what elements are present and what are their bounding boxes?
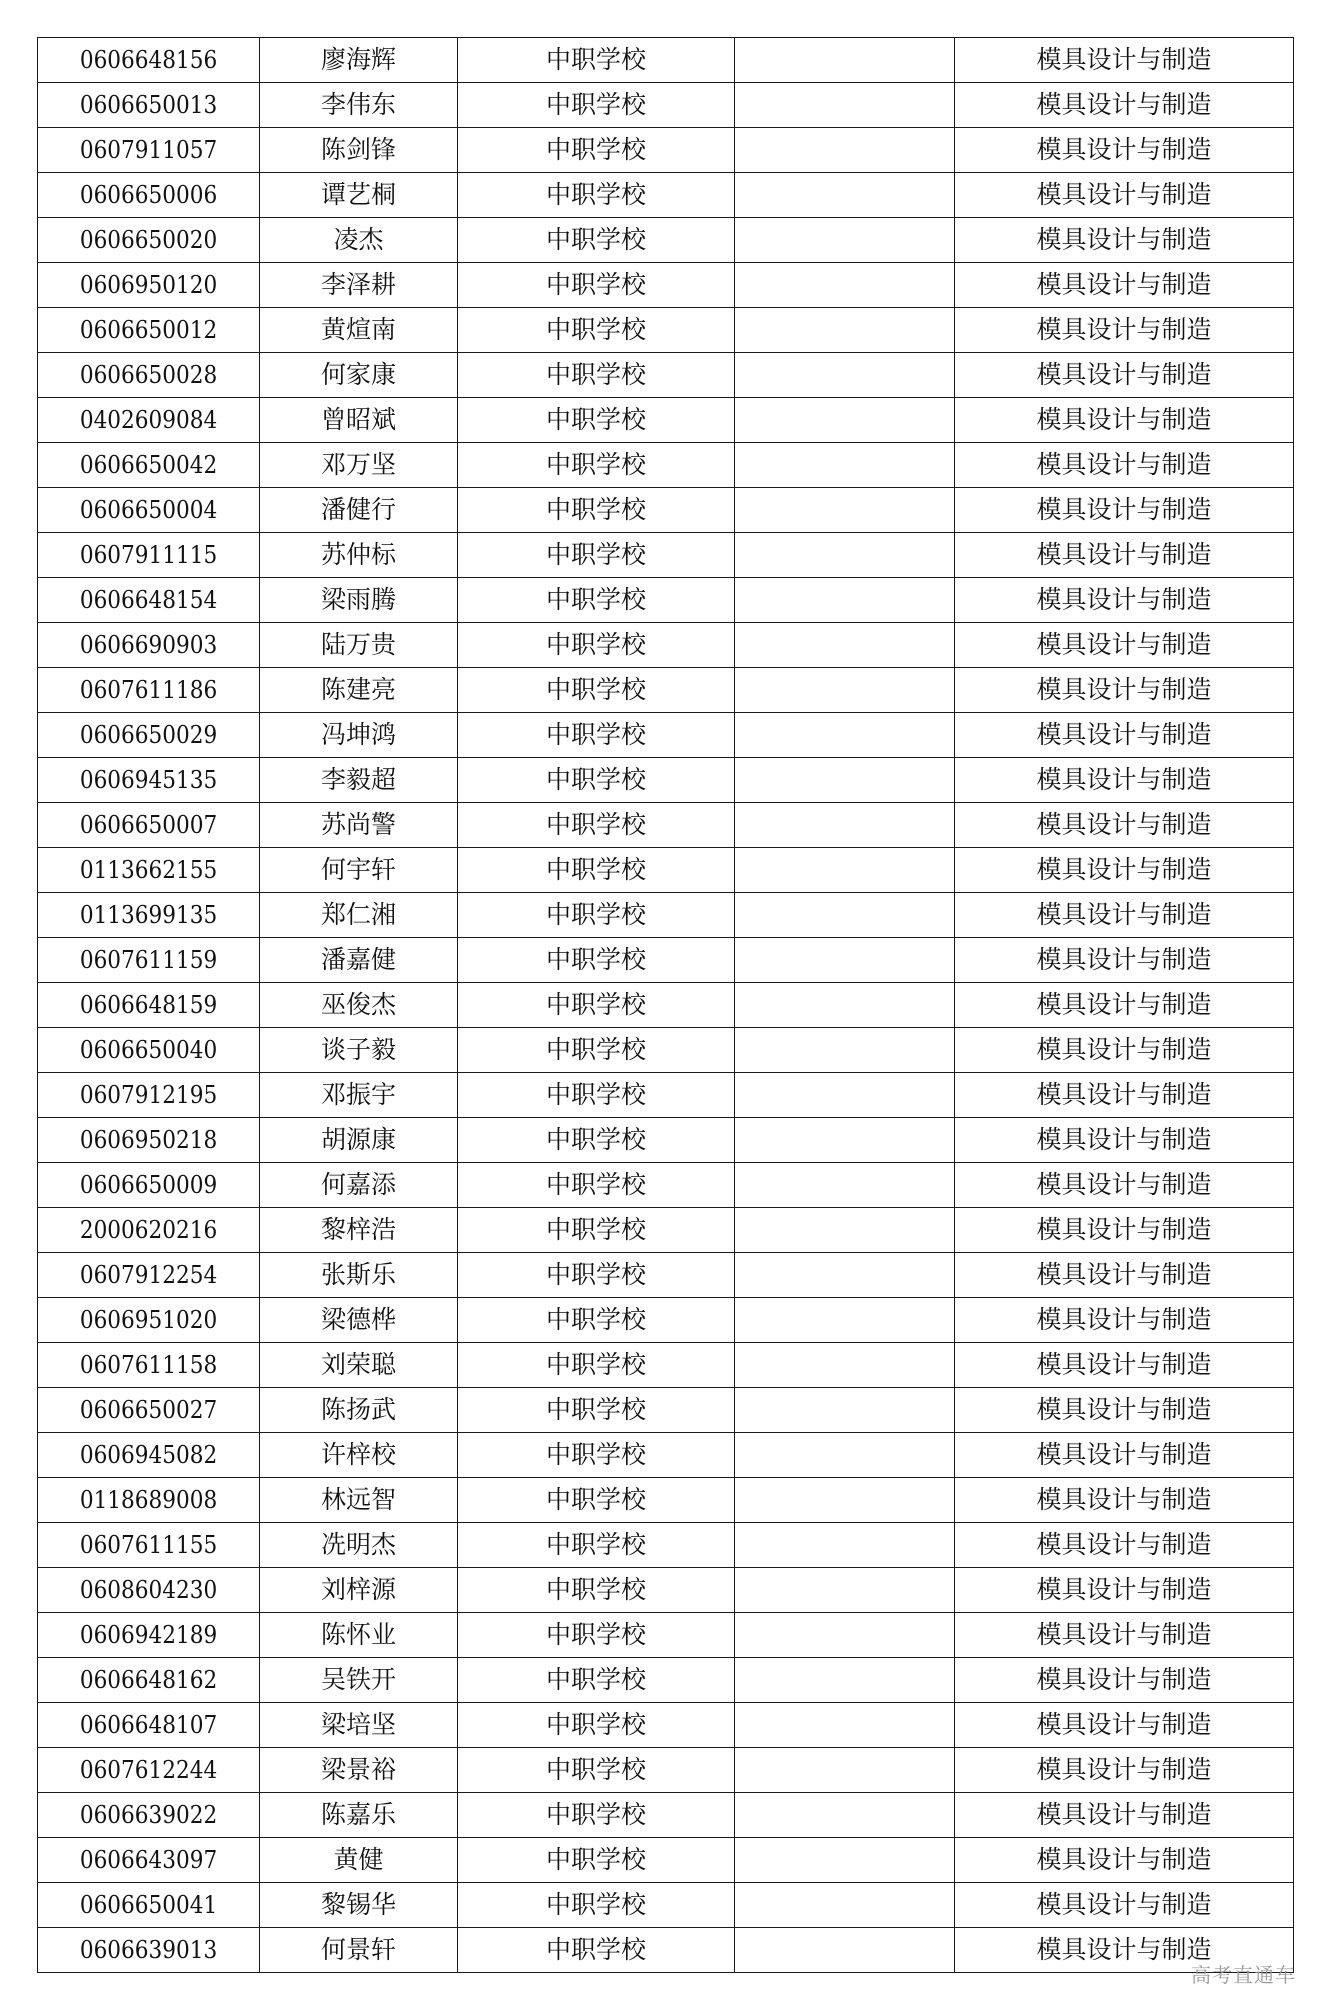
blank-cell xyxy=(735,1613,955,1658)
table-row xyxy=(38,443,1294,488)
blank-cell xyxy=(735,1568,955,1613)
table-row xyxy=(38,353,1294,398)
student-id-cell: 0606650013 xyxy=(38,83,260,128)
blank-cell xyxy=(735,173,955,218)
student-id-cell: 0113699135 xyxy=(38,893,260,938)
blank-cell xyxy=(735,578,955,623)
student-id-cell: 0113662155 xyxy=(38,848,260,893)
table-row xyxy=(38,578,1294,623)
student-name-cell: 潘嘉健 xyxy=(260,938,458,983)
blank-cell xyxy=(735,1928,955,1973)
school-type-cell: 中职学校 xyxy=(458,623,735,668)
major-cell: 模具设计与制造 xyxy=(955,353,1294,398)
table-row xyxy=(38,1613,1294,1658)
watermark-text: 高考直通车 xyxy=(1191,1963,1296,1987)
student-name-cell: 何宇轩 xyxy=(260,848,458,893)
school-type-cell: 中职学校 xyxy=(458,1883,735,1928)
student-id-cell: 0607912254 xyxy=(38,1253,260,1298)
blank-cell xyxy=(735,758,955,803)
blank-cell xyxy=(735,353,955,398)
blank-cell xyxy=(735,848,955,893)
student-name-cell: 陈建亮 xyxy=(260,668,458,713)
blank-cell xyxy=(735,38,955,83)
student-name-cell: 郑仁湘 xyxy=(260,893,458,938)
school-type-cell: 中职学校 xyxy=(458,1433,735,1478)
major-cell: 模具设计与制造 xyxy=(955,668,1294,713)
student-name-cell: 陈扬武 xyxy=(260,1388,458,1433)
blank-cell xyxy=(735,1748,955,1793)
major-cell: 模具设计与制造 xyxy=(955,308,1294,353)
table-row xyxy=(38,1208,1294,1253)
major-cell: 模具设计与制造 xyxy=(955,1163,1294,1208)
blank-cell xyxy=(735,668,955,713)
blank-cell xyxy=(735,893,955,938)
school-type-cell: 中职学校 xyxy=(458,173,735,218)
major-cell: 模具设计与制造 xyxy=(955,1073,1294,1118)
table-row xyxy=(38,1433,1294,1478)
student-name-cell: 梁景裕 xyxy=(260,1748,458,1793)
table-row xyxy=(38,803,1294,848)
table-row xyxy=(38,533,1294,578)
school-type-cell: 中职学校 xyxy=(458,1298,735,1343)
major-cell: 模具设计与制造 xyxy=(955,1838,1294,1883)
table-row xyxy=(38,1343,1294,1388)
major-cell: 模具设计与制造 xyxy=(955,398,1294,443)
student-name-cell: 李泽耕 xyxy=(260,263,458,308)
table-row xyxy=(38,1703,1294,1748)
student-id-cell: 0606648156 xyxy=(38,38,260,83)
school-type-cell: 中职学校 xyxy=(458,1703,735,1748)
school-type-cell: 中职学校 xyxy=(458,308,735,353)
major-cell: 模具设计与制造 xyxy=(955,83,1294,128)
student-id-cell: 0118689008 xyxy=(38,1478,260,1523)
blank-cell xyxy=(735,1118,955,1163)
school-type-cell: 中职学校 xyxy=(458,1163,735,1208)
table-row xyxy=(38,173,1294,218)
major-cell: 模具设计与制造 xyxy=(955,893,1294,938)
student-name-cell: 陆万贵 xyxy=(260,623,458,668)
school-type-cell: 中职学校 xyxy=(458,443,735,488)
student-id-cell: 0606650007 xyxy=(38,803,260,848)
blank-cell xyxy=(735,263,955,308)
student-id-cell: 0607612244 xyxy=(38,1748,260,1793)
student-id-cell: 0606650042 xyxy=(38,443,260,488)
student-name-cell: 凌杰 xyxy=(260,218,458,263)
blank-cell xyxy=(735,1073,955,1118)
student-id-cell: 0606648159 xyxy=(38,983,260,1028)
blank-cell xyxy=(735,1883,955,1928)
student-id-cell: 0606951020 xyxy=(38,1298,260,1343)
student-name-cell: 梁雨腾 xyxy=(260,578,458,623)
student-id-cell: 0606942189 xyxy=(38,1613,260,1658)
school-type-cell: 中职学校 xyxy=(458,1253,735,1298)
student-id-cell: 0606650012 xyxy=(38,308,260,353)
major-cell: 模具设计与制造 xyxy=(955,1748,1294,1793)
student-id-cell: 0607911057 xyxy=(38,128,260,173)
blank-cell xyxy=(735,1523,955,1568)
table-row xyxy=(38,488,1294,533)
student-id-cell: 2000620216 xyxy=(38,1208,260,1253)
table-row xyxy=(38,1298,1294,1343)
student-name-cell: 廖海辉 xyxy=(260,38,458,83)
school-type-cell: 中职学校 xyxy=(458,713,735,758)
school-type-cell: 中职学校 xyxy=(458,1478,735,1523)
student-id-cell: 0402609084 xyxy=(38,398,260,443)
school-type-cell: 中职学校 xyxy=(458,38,735,83)
blank-cell xyxy=(735,1478,955,1523)
student-id-cell: 0606650006 xyxy=(38,173,260,218)
major-cell: 模具设计与制造 xyxy=(955,488,1294,533)
school-type-cell: 中职学校 xyxy=(458,1073,735,1118)
major-cell: 模具设计与制造 xyxy=(955,938,1294,983)
table-row xyxy=(38,848,1294,893)
major-cell: 模具设计与制造 xyxy=(955,1208,1294,1253)
student-id-cell: 0606650040 xyxy=(38,1028,260,1073)
school-type-cell: 中职学校 xyxy=(458,938,735,983)
table-row xyxy=(38,1883,1294,1928)
school-type-cell: 中职学校 xyxy=(458,758,735,803)
blank-cell xyxy=(735,1388,955,1433)
major-cell: 模具设计与制造 xyxy=(955,443,1294,488)
student-id-cell: 0607911115 xyxy=(38,533,260,578)
blank-cell xyxy=(735,1163,955,1208)
student-id-cell: 0606950120 xyxy=(38,263,260,308)
student-name-cell: 李伟东 xyxy=(260,83,458,128)
school-type-cell: 中职学校 xyxy=(458,488,735,533)
table-row xyxy=(38,623,1294,668)
student-name-cell: 陈剑锋 xyxy=(260,128,458,173)
school-type-cell: 中职学校 xyxy=(458,218,735,263)
school-type-cell: 中职学校 xyxy=(458,578,735,623)
student-name-cell: 林远智 xyxy=(260,1478,458,1523)
major-cell: 模具设计与制造 xyxy=(955,1028,1294,1073)
table-row xyxy=(38,83,1294,128)
student-name-cell: 李毅超 xyxy=(260,758,458,803)
student-name-cell: 苏尚警 xyxy=(260,803,458,848)
school-type-cell: 中职学校 xyxy=(458,263,735,308)
blank-cell xyxy=(735,398,955,443)
major-cell: 模具设计与制造 xyxy=(955,1568,1294,1613)
major-cell: 模具设计与制造 xyxy=(955,38,1294,83)
student-name-cell: 何景轩 xyxy=(260,1928,458,1973)
table-row xyxy=(38,38,1294,83)
student-name-cell: 吴铁开 xyxy=(260,1658,458,1703)
table-row xyxy=(38,1163,1294,1208)
student-id-cell: 0607611186 xyxy=(38,668,260,713)
school-type-cell: 中职学校 xyxy=(458,1838,735,1883)
blank-cell xyxy=(735,938,955,983)
blank-cell xyxy=(735,1253,955,1298)
school-type-cell: 中职学校 xyxy=(458,1748,735,1793)
blank-cell xyxy=(735,218,955,263)
table-row xyxy=(38,1568,1294,1613)
school-type-cell: 中职学校 xyxy=(458,353,735,398)
student-id-cell: 0606650041 xyxy=(38,1883,260,1928)
major-cell: 模具设计与制造 xyxy=(955,758,1294,803)
school-type-cell: 中职学校 xyxy=(458,1028,735,1073)
major-cell: 模具设计与制造 xyxy=(955,1253,1294,1298)
blank-cell xyxy=(735,1433,955,1478)
major-cell: 模具设计与制造 xyxy=(955,848,1294,893)
major-cell: 模具设计与制造 xyxy=(955,1343,1294,1388)
student-id-cell: 0606950218 xyxy=(38,1118,260,1163)
table-row xyxy=(38,1253,1294,1298)
school-type-cell: 中职学校 xyxy=(458,83,735,128)
major-cell: 模具设计与制造 xyxy=(955,713,1294,758)
student-name-cell: 曾昭斌 xyxy=(260,398,458,443)
student-name-cell: 黎梓浩 xyxy=(260,1208,458,1253)
student-id-cell: 0606639022 xyxy=(38,1793,260,1838)
major-cell: 模具设计与制造 xyxy=(955,173,1294,218)
table-row xyxy=(38,938,1294,983)
table-row xyxy=(38,668,1294,713)
major-cell: 模具设计与制造 xyxy=(955,218,1294,263)
major-cell: 模具设计与制造 xyxy=(955,1793,1294,1838)
roster-table-body xyxy=(38,38,1294,1973)
student-id-cell: 0607611159 xyxy=(38,938,260,983)
school-type-cell: 中职学校 xyxy=(458,1118,735,1163)
major-cell: 模具设计与制造 xyxy=(955,1658,1294,1703)
major-cell: 模具设计与制造 xyxy=(955,803,1294,848)
blank-cell xyxy=(735,1793,955,1838)
blank-cell xyxy=(735,308,955,353)
blank-cell xyxy=(735,533,955,578)
student-name-cell: 谭艺桐 xyxy=(260,173,458,218)
table-row xyxy=(38,983,1294,1028)
student-name-cell: 邓振宇 xyxy=(260,1073,458,1118)
table-row xyxy=(38,1073,1294,1118)
blank-cell xyxy=(735,1298,955,1343)
table-row xyxy=(38,218,1294,263)
student-name-cell: 邓万坚 xyxy=(260,443,458,488)
school-type-cell: 中职学校 xyxy=(458,533,735,578)
blank-cell xyxy=(735,623,955,668)
table-row xyxy=(38,308,1294,353)
student-name-cell: 黎锡华 xyxy=(260,1883,458,1928)
table-row xyxy=(38,1118,1294,1163)
table-row xyxy=(38,1388,1294,1433)
major-cell: 模具设计与制造 xyxy=(955,1388,1294,1433)
student-roster-table xyxy=(37,37,1294,1973)
table-row xyxy=(38,1838,1294,1883)
student-name-cell: 黄煊南 xyxy=(260,308,458,353)
blank-cell xyxy=(735,1343,955,1388)
major-cell: 模具设计与制造 xyxy=(955,1613,1294,1658)
school-type-cell: 中职学校 xyxy=(458,128,735,173)
student-name-cell: 张斯乐 xyxy=(260,1253,458,1298)
blank-cell xyxy=(735,803,955,848)
major-cell: 模具设计与制造 xyxy=(955,1478,1294,1523)
student-id-cell: 0606650029 xyxy=(38,713,260,758)
student-name-cell: 苏仲标 xyxy=(260,533,458,578)
student-name-cell: 巫俊杰 xyxy=(260,983,458,1028)
student-name-cell: 胡源康 xyxy=(260,1118,458,1163)
school-type-cell: 中职学校 xyxy=(458,893,735,938)
table-row xyxy=(38,398,1294,443)
major-cell: 模具设计与制造 xyxy=(955,1433,1294,1478)
blank-cell xyxy=(735,1208,955,1253)
student-id-cell: 0606643097 xyxy=(38,1838,260,1883)
student-id-cell: 0606639013 xyxy=(38,1928,260,1973)
table-row xyxy=(38,128,1294,173)
blank-cell xyxy=(735,128,955,173)
student-id-cell: 0606648107 xyxy=(38,1703,260,1748)
student-name-cell: 许梓校 xyxy=(260,1433,458,1478)
school-type-cell: 中职学校 xyxy=(458,1568,735,1613)
student-name-cell: 梁德桦 xyxy=(260,1298,458,1343)
major-cell: 模具设计与制造 xyxy=(955,1883,1294,1928)
table-row xyxy=(38,1793,1294,1838)
student-id-cell: 0608604230 xyxy=(38,1568,260,1613)
blank-cell xyxy=(735,1838,955,1883)
student-id-cell: 0607912195 xyxy=(38,1073,260,1118)
table-row xyxy=(38,1658,1294,1703)
student-id-cell: 0606650004 xyxy=(38,488,260,533)
major-cell: 模具设计与制造 xyxy=(955,1703,1294,1748)
major-cell: 模具设计与制造 xyxy=(955,1928,1294,1973)
school-type-cell: 中职学校 xyxy=(458,1523,735,1568)
school-type-cell: 中职学校 xyxy=(458,1793,735,1838)
blank-cell xyxy=(735,83,955,128)
student-id-cell: 0606648154 xyxy=(38,578,260,623)
table-row xyxy=(38,1028,1294,1073)
school-type-cell: 中职学校 xyxy=(458,1658,735,1703)
student-name-cell: 冯坤鸿 xyxy=(260,713,458,758)
student-name-cell: 冼明杰 xyxy=(260,1523,458,1568)
major-cell: 模具设计与制造 xyxy=(955,578,1294,623)
student-name-cell: 梁培坚 xyxy=(260,1703,458,1748)
table-row xyxy=(38,758,1294,803)
student-id-cell: 0606648162 xyxy=(38,1658,260,1703)
table-row xyxy=(38,1928,1294,1973)
blank-cell xyxy=(735,713,955,758)
blank-cell xyxy=(735,1658,955,1703)
student-name-cell: 何嘉添 xyxy=(260,1163,458,1208)
school-type-cell: 中职学校 xyxy=(458,1343,735,1388)
school-type-cell: 中职学校 xyxy=(458,1613,735,1658)
school-type-cell: 中职学校 xyxy=(458,848,735,893)
major-cell: 模具设计与制造 xyxy=(955,1298,1294,1343)
student-id-cell: 0607611155 xyxy=(38,1523,260,1568)
student-name-cell: 何家康 xyxy=(260,353,458,398)
table-row xyxy=(38,713,1294,758)
student-id-cell: 0606650009 xyxy=(38,1163,260,1208)
major-cell: 模具设计与制造 xyxy=(955,1523,1294,1568)
table-row xyxy=(38,263,1294,308)
table-row xyxy=(38,1523,1294,1568)
student-name-cell: 刘梓源 xyxy=(260,1568,458,1613)
student-id-cell: 0606690903 xyxy=(38,623,260,668)
student-id-cell: 0606650027 xyxy=(38,1388,260,1433)
student-name-cell: 潘健行 xyxy=(260,488,458,533)
student-name-cell: 刘荣聪 xyxy=(260,1343,458,1388)
school-type-cell: 中职学校 xyxy=(458,1928,735,1973)
school-type-cell: 中职学校 xyxy=(458,983,735,1028)
blank-cell xyxy=(735,488,955,533)
student-name-cell: 陈嘉乐 xyxy=(260,1793,458,1838)
school-type-cell: 中职学校 xyxy=(458,668,735,713)
blank-cell xyxy=(735,443,955,488)
table-row xyxy=(38,893,1294,938)
major-cell: 模具设计与制造 xyxy=(955,1118,1294,1163)
blank-cell xyxy=(735,1703,955,1748)
school-type-cell: 中职学校 xyxy=(458,398,735,443)
school-type-cell: 中职学校 xyxy=(458,803,735,848)
student-name-cell: 谈子毅 xyxy=(260,1028,458,1073)
table-row xyxy=(38,1478,1294,1523)
student-name-cell: 黄健 xyxy=(260,1838,458,1883)
major-cell: 模具设计与制造 xyxy=(955,623,1294,668)
major-cell: 模具设计与制造 xyxy=(955,128,1294,173)
student-id-cell: 0606650020 xyxy=(38,218,260,263)
major-cell: 模具设计与制造 xyxy=(955,263,1294,308)
student-name-cell: 陈怀业 xyxy=(260,1613,458,1658)
student-id-cell: 0607611158 xyxy=(38,1343,260,1388)
major-cell: 模具设计与制造 xyxy=(955,533,1294,578)
blank-cell xyxy=(735,983,955,1028)
blank-cell xyxy=(735,1028,955,1073)
major-cell: 模具设计与制造 xyxy=(955,983,1294,1028)
student-id-cell: 0606945135 xyxy=(38,758,260,803)
school-type-cell: 中职学校 xyxy=(458,1388,735,1433)
student-id-cell: 0606650028 xyxy=(38,353,260,398)
table-row xyxy=(38,1748,1294,1793)
student-id-cell: 0606945082 xyxy=(38,1433,260,1478)
school-type-cell: 中职学校 xyxy=(458,1208,735,1253)
